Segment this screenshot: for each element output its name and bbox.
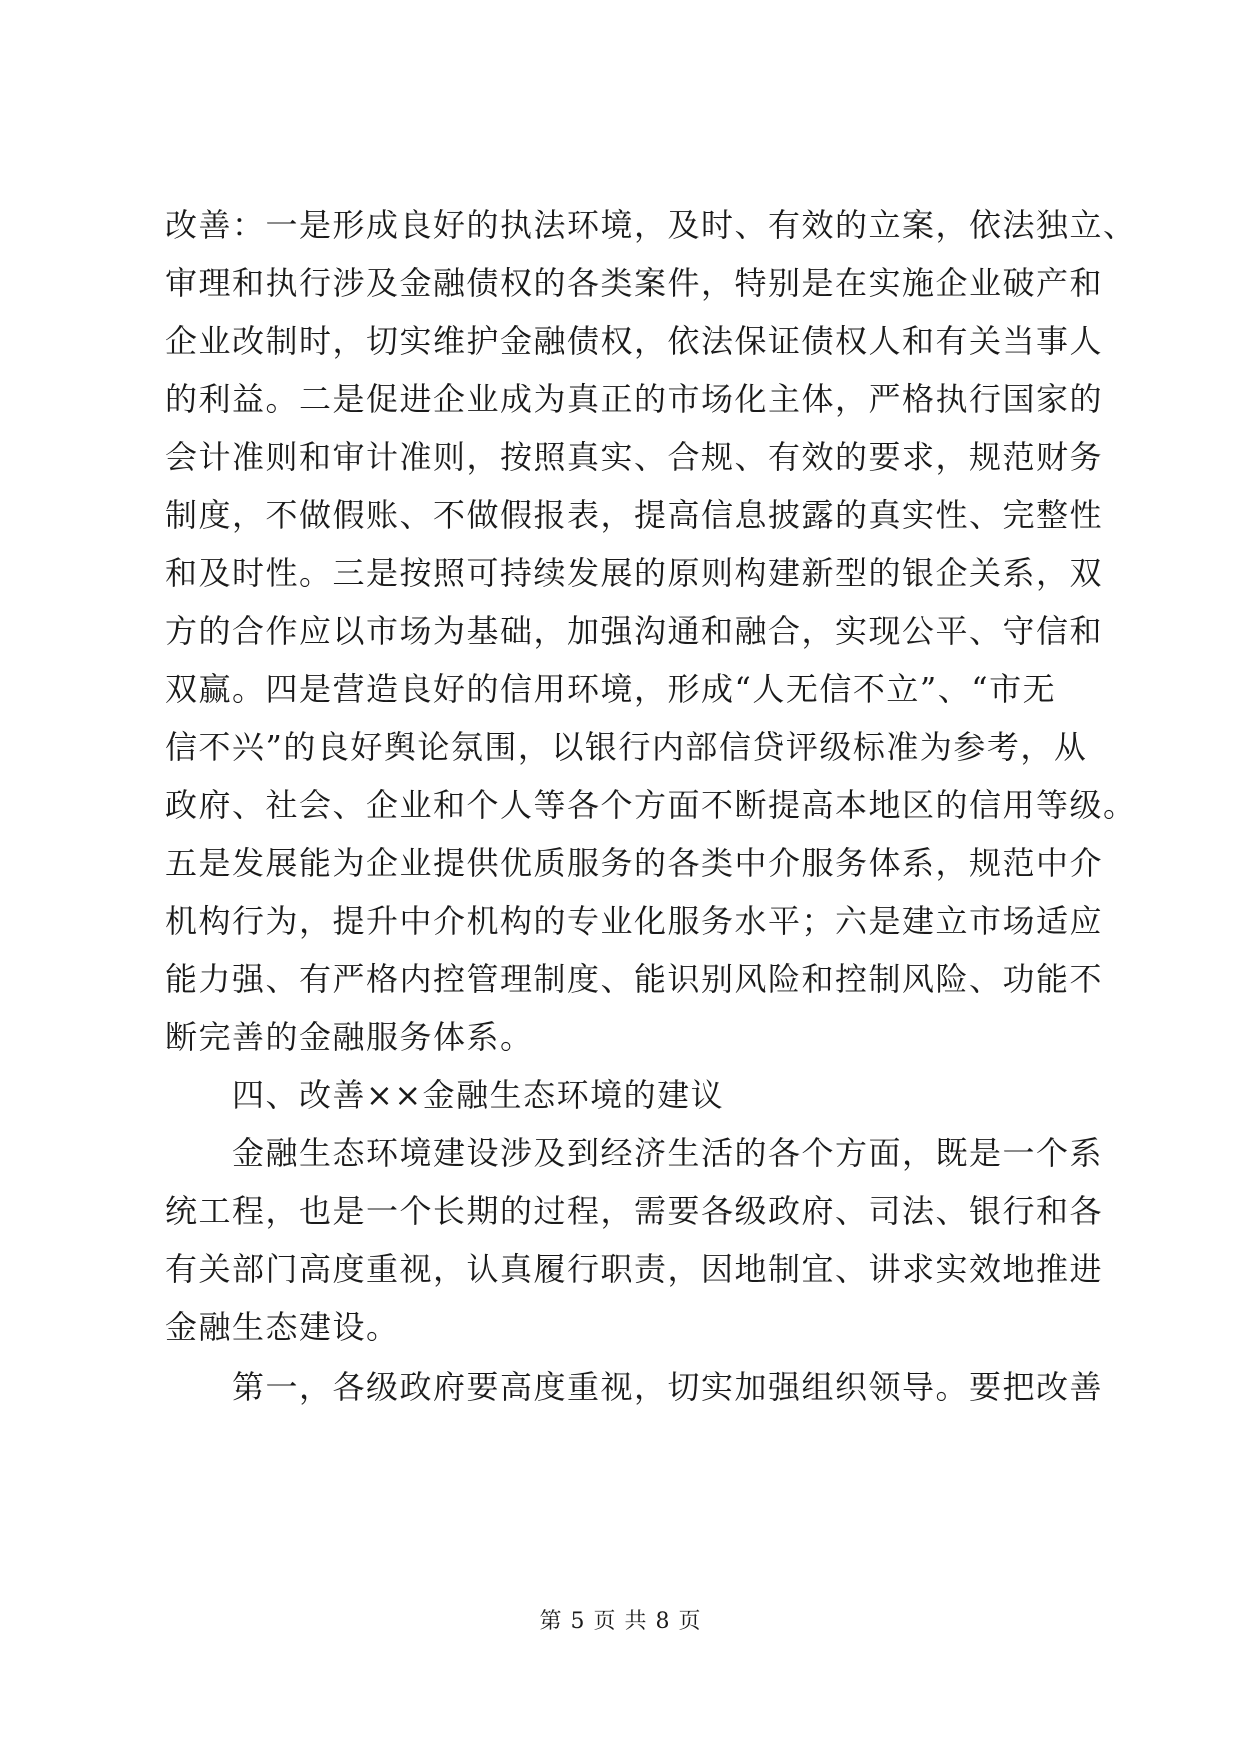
body-line: 机构行为，提升中介机构的专业化服务水平；六是建立市场适应: [165, 902, 1104, 940]
body-line: 五是发展能为企业提供优质服务的各类中介服务体系，规范中介: [165, 844, 1104, 882]
body-line: 政府、社会、企业和个人等各个方面不断提高本地区的信用等级。: [165, 786, 1137, 824]
body-line: 审理和执行涉及金融债权的各类案件，特别是在实施企业破产和: [165, 264, 1104, 302]
section-heading: 四、改善××金融生态环境的建议: [232, 1076, 725, 1114]
body-line: 企业改制时，切实维护金融债权，依法保证债权人和有关当事人: [165, 322, 1104, 360]
body-line: 双赢。四是营造良好的信用环境，形成“人无信不立”、“市无: [165, 670, 1057, 708]
body-line: 方的合作应以市场为基础，加强沟通和融合，实现公平、守信和: [165, 612, 1104, 650]
body-line: 改善：一是形成良好的执法环境，及时、有效的立案，依法独立、: [165, 206, 1137, 244]
body-line: 和及时性。三是按照可持续发展的原则构建新型的银企关系，双: [165, 554, 1104, 592]
paragraph-line: 统工程，也是一个长期的过程，需要各级政府、司法、银行和各: [165, 1192, 1104, 1230]
paragraph-line: 有关部门高度重视，认真履行职责，因地制宜、讲求实效地推进: [165, 1250, 1104, 1288]
body-line: 制度，不做假账、不做假报表，提高信息披露的真实性、完整性: [165, 496, 1104, 534]
body-line: 会计准则和审计准则，按照真实、合规、有效的要求，规范财务: [165, 438, 1104, 476]
paragraph-line: 第一，各级政府要高度重视，切实加强组织领导。要把改善: [232, 1368, 1104, 1406]
page-number-footer: 第 5 页 共 8 页: [539, 1609, 702, 1634]
paragraph-line: 金融生态建设。: [165, 1308, 400, 1346]
body-line: 能力强、有严格内控管理制度、能识别风险和控制风险、功能不: [165, 960, 1104, 998]
body-line: 的利益。二是促进企业成为真正的市场化主体，严格执行国家的: [165, 380, 1104, 418]
body-line: 断完善的金融服务体系。: [165, 1018, 534, 1056]
body-line: 信不兴”的良好舆论氛围，以银行内部信贷评级标准为参考，从: [165, 728, 1088, 766]
paragraph-line: 金融生态环境建设涉及到经济生活的各个方面，既是一个系: [232, 1134, 1104, 1172]
